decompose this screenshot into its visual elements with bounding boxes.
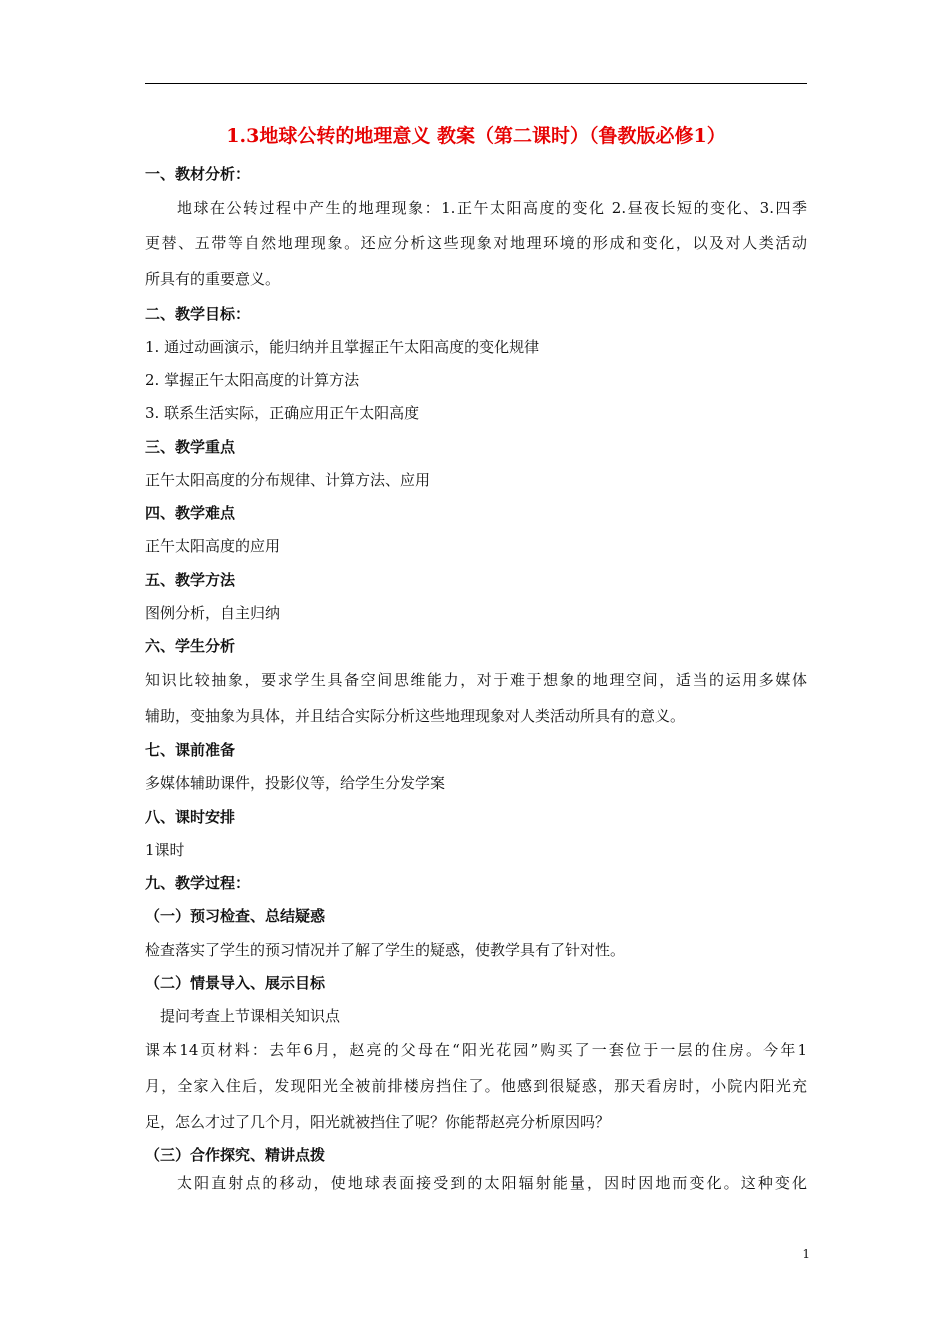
section-heading-methods: 五、教学方法	[145, 571, 236, 589]
list-item: 2. 掌握正午太阳高度的计算方法	[145, 371, 360, 389]
paragraph-line: 辅助，变抽象为具体，并且结合实际分析这些地理现象对人类活动所具有的意义。	[145, 707, 686, 725]
paragraph-line: 所具有的重要意义。	[145, 270, 281, 288]
paragraph-line: 多媒体辅助课件，投影仪等，给学生分发学案	[145, 774, 446, 792]
subsection-heading: （三）合作探究、精讲点拨	[145, 1146, 326, 1164]
section-heading-schedule: 八、课时安排	[145, 808, 236, 826]
paragraph-line: 足，怎么才过了几个月，阳光就被挡住了呢？你能帮赵亮分析原因吗？	[145, 1113, 611, 1131]
paragraph-line: 正午太阳高度的应用	[145, 537, 281, 555]
section-heading-key-points: 三、教学重点	[145, 438, 236, 456]
paragraph-line: 图例分析，自主归纳	[145, 604, 281, 622]
paragraph-line: 更替、五带等自然地理现象。还应分析这些现象对地理环境的形成和变化，以及对人类活动	[145, 234, 807, 252]
paragraph-line: 课本14页材料：去年6月，赵亮的父母在“阳光花园”购买了一套位于一层的住房。今年1	[145, 1041, 807, 1059]
document-title: 1.3地球公转的地理意义 教案（第二课时）（鲁教版必修1）	[226, 125, 726, 147]
section-heading-process: 九、教学过程：	[145, 874, 251, 892]
list-item: 3. 联系生活实际，正确应用正午太阳高度	[145, 404, 420, 422]
section-heading-students: 六、学生分析	[145, 637, 236, 655]
paragraph-line: 1课时	[145, 841, 185, 859]
section-heading-preparation: 七、课前准备	[145, 741, 236, 759]
subsection-heading: （一）预习检查、总结疑惑	[145, 907, 326, 925]
paragraph-line: 正午太阳高度的分布规律、计算方法、应用	[145, 471, 431, 489]
section-heading-objectives: 二、教学目标：	[145, 305, 251, 323]
paragraph-line: 月，全家入住后，发现阳光全被前排楼房挡住了。他感到很疑惑，那天看房时，小院内阳光充	[145, 1077, 807, 1095]
paragraph-line: 检查落实了学生的预习情况并了解了学生的疑惑，使教学具有了针对性。	[145, 941, 626, 959]
section-heading-difficulties: 四、教学难点	[145, 504, 236, 522]
header-rule	[145, 83, 807, 84]
paragraph-line: 提问考查上节课相关知识点	[160, 1007, 341, 1025]
paragraph-line: 太阳直射点的移动，使地球表面接受到的太阳辐射能量，因时因地而变化。这种变化	[177, 1174, 807, 1192]
section-heading-textbook-analysis: 一、教材分析：	[145, 165, 251, 183]
paragraph-line: 地球在公转过程中产生的地理现象：1.正午太阳高度的变化 2.昼夜长短的变化、3.四季	[177, 199, 807, 217]
paragraph-line: 知识比较抽象，要求学生具备空间思维能力，对于难于想象的地理空间，适当的运用多媒体	[145, 671, 807, 689]
subsection-heading: （二）情景导入、展示目标	[145, 974, 326, 992]
list-item: 1. 通过动画演示，能归纳并且掌握正午太阳高度的变化规律	[145, 338, 540, 356]
page-number: 1	[802, 1247, 810, 1261]
